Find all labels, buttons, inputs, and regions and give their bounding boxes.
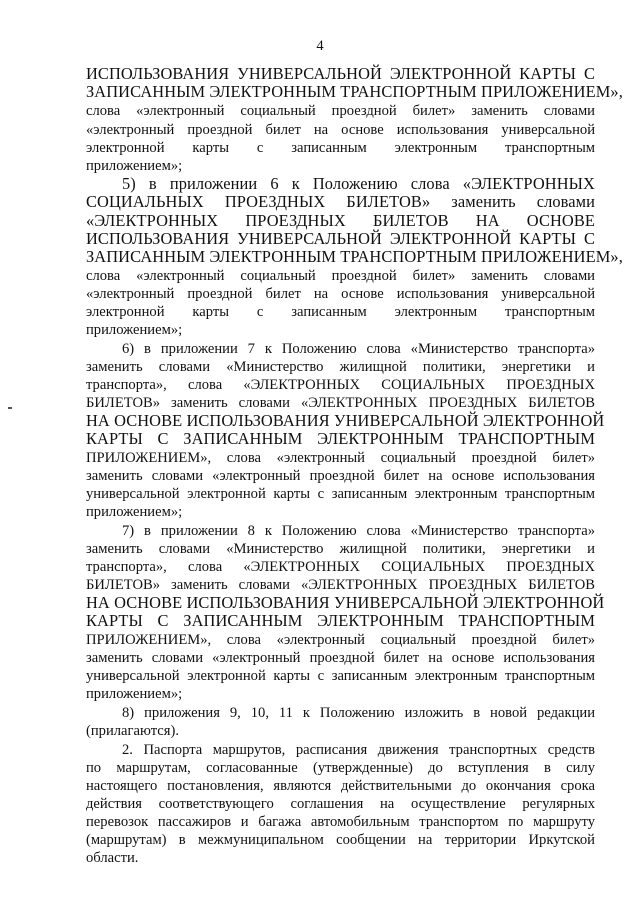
text-line: слова «электронный социальный проездной билет» заменить словами [86,103,595,119]
text-line: «электронный проездной билет на основе использования универсальной [86,286,595,302]
text-line: (прилагаются). [86,723,179,739]
paragraph-first-line: 5) в приложении 6 к Положению слова «ЭЛЕКТРОННЫХ [122,174,595,193]
text-line: СОЦИАЛЬНЫХ ПРОЕЗДНЫХ БИЛЕТОВ» заменить словами [86,192,595,211]
paragraph-first-line: 8) приложения 9, 10, 11 к Положению изложить в новой редакции [122,705,595,721]
paragraph-first-line: 2. Паспорта маршрутов, расписания движения транспортных средств [122,742,595,758]
text-line: приложением»; [86,322,183,338]
text-line: перевозок пассажиров и багажа автомобильным транспортом по маршруту [86,814,595,830]
text-line: КАРТЫ С ЗАПИСАННЫМ ЭЛЕКТРОННЫМ ТРАНСПОРТНЫМ [86,429,595,448]
text-line: универсальной электронной карты с записанным электронным транспортным [86,486,595,502]
text-line: действия соответствующего соглашения на осуществление регулярных [86,796,595,812]
text-line: приложением»; [86,504,183,520]
text-line: НА ОСНОВЕ ИСПОЛЬЗОВАНИЯ УНИВЕРСАЛЬНОЙ ЭЛЕКТРОННОЙ [86,411,605,430]
text-line: БИЛЕТОВ» заменить словами «ЭЛЕКТРОННЫХ ПРОЕЗДНЫХ БИЛЕТОВ [86,395,595,411]
text-line: заменить словами «электронный проездной билет на основе использования [86,650,595,666]
paragraph-first-line: 6) в приложении 7 к Положению слова «Министерство транспорта» [122,341,595,357]
text-line: ЗАПИСАННЫМ ЭЛЕКТРОННЫМ ТРАНСПОРТНЫМ ПРИЛОЖЕНИЕМ», [86,247,623,266]
text-line: электронной карты с записанным электронным транспортным [86,140,595,156]
text-line: НА ОСНОВЕ ИСПОЛЬЗОВАНИЯ УНИВЕРСАЛЬНОЙ ЭЛЕКТРОННОЙ [86,593,605,612]
text-line: приложением»; [86,686,183,702]
text-line: ПРИЛОЖЕНИЕМ», слова «электронный социальный проездной билет» [86,450,595,466]
text-line: заменить словами «Министерство жилищной политики, энергетики и [86,541,595,557]
text-line: электронной карты с записанным электронным транспортным [86,304,595,320]
text-line: универсальной электронной карты с записанным электронным транспортным [86,668,595,684]
text-line: КАРТЫ С ЗАПИСАННЫМ ЭЛЕКТРОННЫМ ТРАНСПОРТНЫМ [86,611,595,630]
text-line: по маршрутам, согласованные (утвержденные) до вступления в силу [86,760,595,776]
text-line: «электронный проездной билет на основе использования универсальной [86,122,595,138]
text-line: слова «электронный социальный проездной билет» заменить словами [86,268,595,284]
text-line: заменить словами «Министерство жилищной политики, энергетики и [86,359,595,375]
text-line: (маршрутам) в межмуниципальном сообщении на территории Иркутской [86,832,595,848]
text-line: транспорта», слова «ЭЛЕКТРОННЫХ СОЦИАЛЬНЫХ ПРОЕЗДНЫХ [86,559,595,575]
text-line: ИСПОЛЬЗОВАНИЯ УНИВЕРСАЛЬНОЙ ЭЛЕКТРОННОЙ КАРТЫ С [86,229,595,248]
text-line: ЗАПИСАННЫМ ЭЛЕКТРОННЫМ ТРАНСПОРТНЫМ ПРИЛОЖЕНИЕМ», [86,82,623,101]
text-line: ПРИЛОЖЕНИЕМ», слова «электронный социальный проездной билет» [86,632,595,648]
page-number: 4 [316,38,324,54]
text-line: настоящего постановления, являются действительными до окончания срока [86,778,595,794]
text-line: ИСПОЛЬЗОВАНИЯ УНИВЕРСАЛЬНОЙ ЭЛЕКТРОННОЙ КАРТЫ С [86,64,595,83]
paragraph-first-line: 7) в приложении 8 к Положению слова «Министерство транспорта» [122,523,595,539]
text-line: транспорта», слова «ЭЛЕКТРОННЫХ СОЦИАЛЬНЫХ ПРОЕЗДНЫХ [86,377,595,393]
text-line: области. [86,850,139,866]
text-line: БИЛЕТОВ» заменить словами «ЭЛЕКТРОННЫХ ПРОЕЗДНЫХ БИЛЕТОВ [86,577,595,593]
text-line: приложением»; [86,158,183,174]
scan-margin-mark [8,407,12,409]
text-line: заменить словами «электронный проездной билет на основе использования [86,468,595,484]
text-line: «ЭЛЕКТРОННЫХ ПРОЕЗДНЫХ БИЛЕТОВ НА ОСНОВЕ [86,211,595,230]
